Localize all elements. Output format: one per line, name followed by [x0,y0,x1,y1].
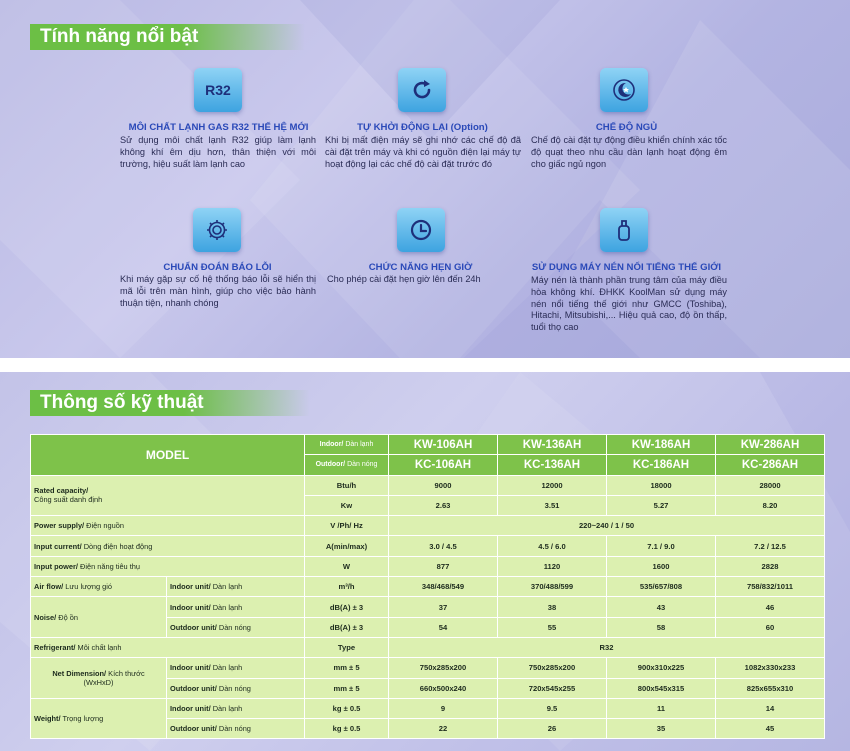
table-row [31,475,825,495]
table-row [31,435,825,455]
model-header: MODEL [31,435,305,476]
value-cell: 43 [607,597,716,617]
unit-cell: Type [305,637,389,657]
indoor-model: KW-186AH [607,435,716,455]
specs-table [30,434,825,739]
r32-icon-text: R32 [205,82,231,98]
unit-cell: mm ± 5 [305,658,389,678]
value-cell: 5.27 [607,495,716,515]
value-cell: 12000 [498,475,607,495]
outdoor-label: Outdoor/ Dàn nóng [305,455,389,475]
table-row [31,516,825,536]
noise-indoor-label: Indoor unit/ Dàn lạnh [167,597,305,617]
value-cell: 9000 [389,475,498,495]
unit-cell: kg ± 0.5 [305,698,389,718]
table-row [31,637,825,657]
table-row [31,698,825,718]
feature-title: CHẾ ĐỘ NGỦ [595,122,658,133]
refrigerant-label: Refrigerant/ Môi chất lạnh [31,637,305,657]
dimension-outdoor-label: Outdoor unit/ Dàn nóng [167,678,305,698]
value-cell: 9.5 [498,698,607,718]
value-cell: 800x545x315 [607,678,716,698]
table-row [31,556,825,576]
unit-cell: kg ± 0.5 [305,719,389,739]
value-cell: 3.0 / 4.5 [389,536,498,556]
value-cell: 9 [389,698,498,718]
value-cell: 1600 [607,556,716,576]
feature-desc: Cho phép cài đặt hẹn giờ lên đến 24h [327,274,481,284]
value-cell: 37 [389,597,498,617]
value-cell: 660x500x240 [389,678,498,698]
table-row [31,536,825,556]
clock-icon [397,208,445,252]
unit-cell: Btu/h [305,475,389,495]
dimension-indoor-label: Indoor unit/ Dàn lạnh [167,658,305,678]
outdoor-model: KC-136AH [498,455,607,475]
value-cell: 35 [607,719,716,739]
restart-icon [398,68,446,112]
value-cell: 2828 [716,556,825,576]
unit-cell: m³/h [305,577,389,597]
outdoor-model: KC-186AH [607,455,716,475]
unit-cell: dB(A) ± 3 [305,597,389,617]
features-title: Tính năng nổi bật [30,24,305,50]
value-cell: 535/657/808 [607,577,716,597]
outdoor-model: KC-106AH [389,455,498,475]
value-cell: 758/832/1011 [716,577,825,597]
value-cell: 2.63 [389,495,498,515]
specs-panel [0,372,850,751]
value-cell: 750x285x200 [389,658,498,678]
value-cell: 46 [716,597,825,617]
value-cell: 1082x330x233 [716,658,825,678]
feature-desc: Sử dụng môi chất lạnh R32 giúp làm lạnh không khí êm dịu hơn, thân thiện với môi trường, hiệu suất làm lạnh cao [120,135,316,169]
rated-capacity-label: Rated capacity/ Công suất danh định [31,475,305,516]
net-dimension-label: Net Dimension/ Kích thước (WxHxD) [31,658,167,699]
unit-cell: mm ± 5 [305,678,389,698]
features-panel [0,0,850,358]
noise-outdoor-label: Outdoor unit/ Dàn nóng [167,617,305,637]
value-cell: 877 [389,556,498,576]
unit-cell: dB(A) ± 3 [305,617,389,637]
value-cell: 18000 [607,475,716,495]
weight-indoor-label: Indoor unit/ Dàn lạnh [167,698,305,718]
value-cell: 348/468/549 [389,577,498,597]
feature-title: CHUẨN ĐOÁN BÁO LỖI [163,262,272,273]
table-row [31,577,825,597]
weight-label: Weight/ Trọng lượng [31,698,167,739]
power-supply-label: Power supply/ Điện nguồn [31,516,305,536]
feature-desc: Máy nén là thành phần trung tâm của máy điều hòa không khí. ĐHKK KoolMan sử dụng máy nén nổi tiếng thế giới như GMCC (Toshiba), Hitachi, Mitsubishi,... Hiệu quả cao, độ ồn thấp, tuổi thọ cao [531,275,727,333]
value-cell: 26 [498,719,607,739]
moon-icon [600,68,648,112]
outdoor-model: KC-286AH [716,455,825,475]
input-power-label: Input power/ Điện năng tiêu thụ [31,556,305,576]
value-cell: 825x655x310 [716,678,825,698]
value-cell: 750x285x200 [498,658,607,678]
table-row [31,658,825,678]
input-current-label: Input current/ Dòng điện hoạt động [31,536,305,556]
feature-desc: Khi máy gặp sự cố hệ thống báo lỗi sẽ hiển thị mã lỗi trên màn hình, giúp cho việc bảo hành thuận tiện, nhanh chóng [120,274,316,308]
unit-cell: V /Ph/ Hz [305,516,389,536]
r32-icon [194,68,242,112]
value-cell: R32 [389,637,825,657]
compressor-icon [600,208,648,252]
value-cell: 22 [389,719,498,739]
table-row [31,597,825,617]
value-cell: 4.5 / 6.0 [498,536,607,556]
value-cell: 45 [716,719,825,739]
feature-title: SỬ DỤNG MÁY NÉN NỔI TIẾNG THẾ GIỚI [531,262,722,273]
feature-title: TỰ KHỞI ĐỘNG LẠI (Option) [357,122,488,133]
unit-cell: Kw [305,495,389,515]
value-cell: 38 [498,597,607,617]
weight-outdoor-label: Outdoor unit/ Dàn nóng [167,719,305,739]
value-cell: 7.2 / 12.5 [716,536,825,556]
value-cell: 54 [389,617,498,637]
value-cell: 11 [607,698,716,718]
value-cell: 1120 [498,556,607,576]
indoor-label: Indoor/ Dàn lạnh [305,435,389,455]
noise-label: Noise/ Độ ồn [31,597,167,638]
gear-icon [193,208,241,252]
feature-desc: Khi bị mất điện máy sẽ ghi nhớ các chế độ đã cài đặt trên máy và khi có nguồn điện lại máy tự hoạt động lại các chế độ cài đặt trước đó [325,135,521,169]
unit-cell: A(min/max) [305,536,389,556]
air-flow-label: Air flow/ Lưu lượng gió [31,577,167,597]
value-cell: 370/488/599 [498,577,607,597]
specs-title: Thông số kỹ thuật [30,390,310,416]
unit-cell: W [305,556,389,576]
value-cell: 14 [716,698,825,718]
air-flow-sub-label: Indoor unit/ Dàn lạnh [167,577,305,597]
indoor-model: KW-286AH [716,435,825,455]
feature-title: MÔI CHẤT LẠNH GAS R32 THẾ HỆ MỚI [128,122,309,133]
feature-desc: Chế độ cài đặt tự động điều khiển chính xác tốc độ quạt theo nhu cầu dàn lạnh hoạt động êm cho giấc ngủ ngon [531,135,727,169]
value-cell: 60 [716,617,825,637]
value-cell: 28000 [716,475,825,495]
value-cell: 8.20 [716,495,825,515]
value-cell: 720x545x255 [498,678,607,698]
value-cell: 220~240 / 1 / 50 [389,516,825,536]
indoor-model: KW-106AH [389,435,498,455]
value-cell: 55 [498,617,607,637]
value-cell: 7.1 / 9.0 [607,536,716,556]
indoor-model: KW-136AH [498,435,607,455]
value-cell: 58 [607,617,716,637]
value-cell: 3.51 [498,495,607,515]
value-cell: 900x310x225 [607,658,716,678]
feature-title: CHỨC NĂNG HẸN GIỜ [368,262,473,273]
